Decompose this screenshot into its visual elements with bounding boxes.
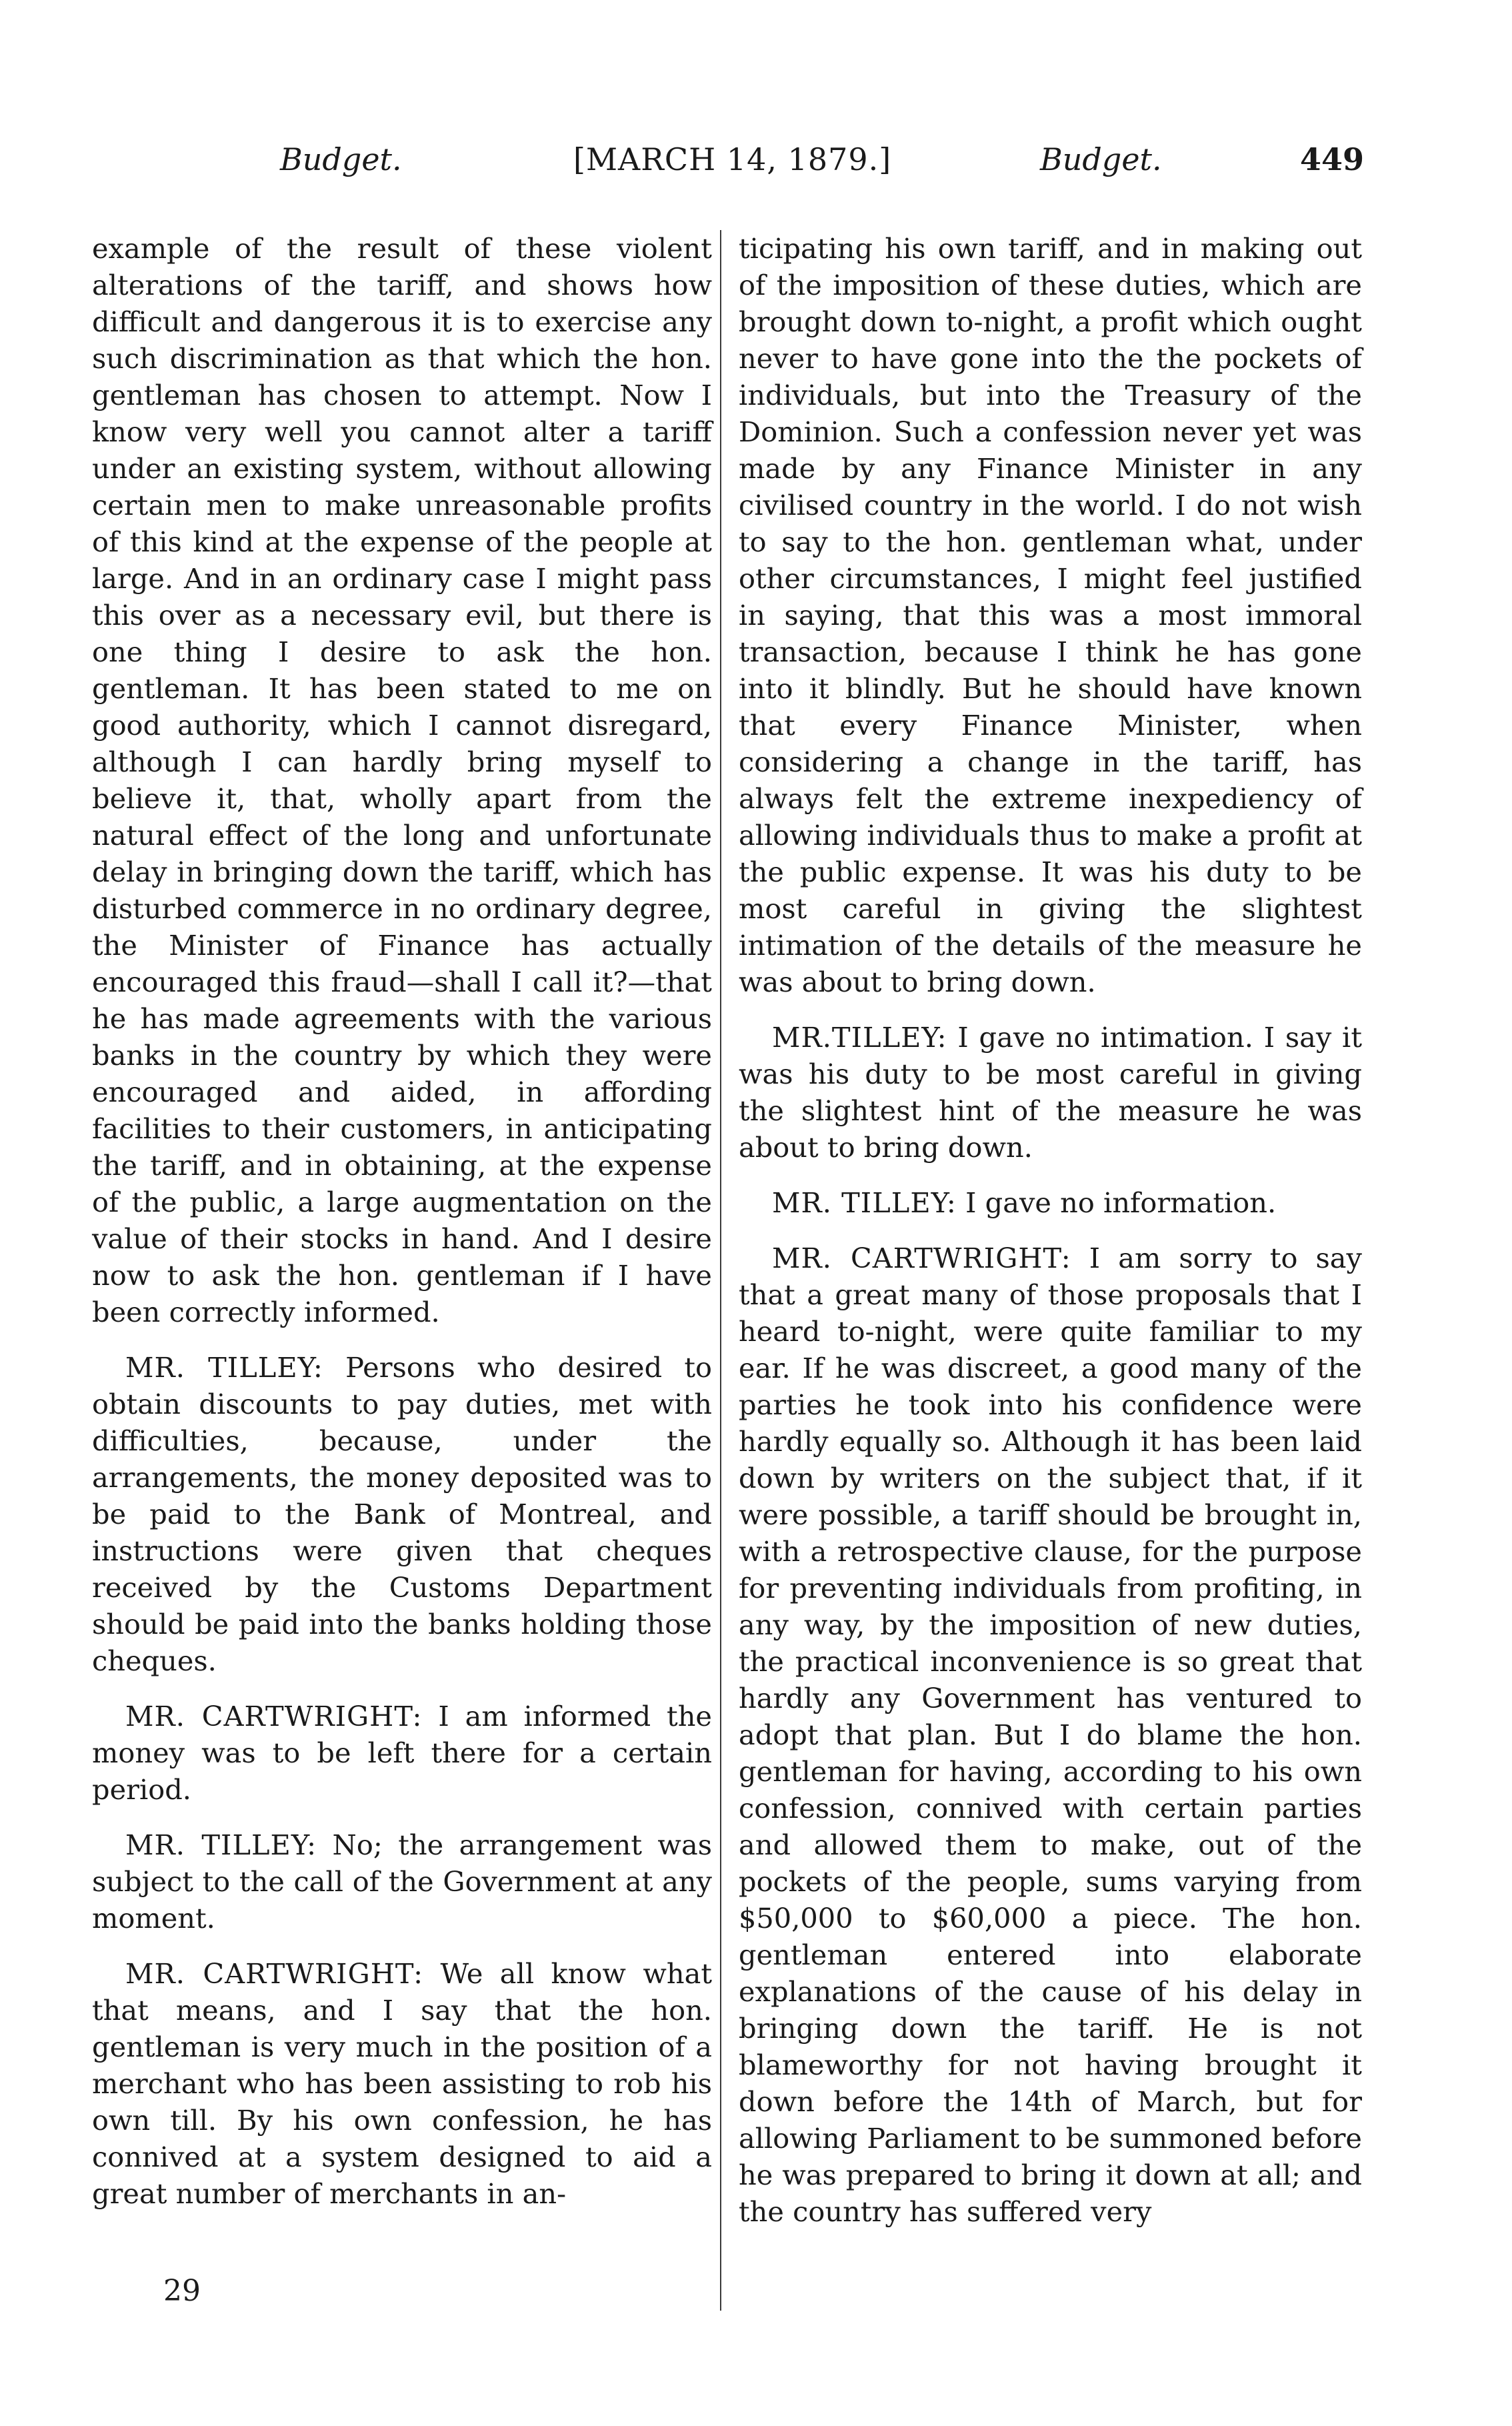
speech-text: No; the arrangement was subject to the call of the Government at any moment. — [92, 1829, 712, 1935]
left-speech-4 — [92, 1955, 712, 2212]
speaker-name: MR. CARTWRIGHT: — [772, 1242, 1071, 1274]
speech-text: I gave no information. — [965, 1186, 1277, 1219]
right-speech-2 — [739, 1184, 1362, 1221]
speaker-name: MR. CARTWRIGHT: — [125, 1700, 423, 1732]
left-column — [92, 230, 712, 2212]
speech-text: We all know what that means, and I say that the hon. gentleman is very much in the position of a merchant who has been assisting to rob his own till. By his own confession, he has connived at a system designed to aid a great number of merchants in an- — [92, 1957, 712, 2210]
header-left-title: Budget. — [280, 141, 402, 177]
header-date: [MARCH 14, 1879.] — [573, 141, 892, 177]
left-speech-2 — [92, 1698, 712, 1808]
left-speech-1 — [92, 1349, 712, 1679]
speaker-name: MR.TILLEY: — [772, 1021, 947, 1054]
right-column — [739, 230, 1362, 2230]
speaker-name: MR. CARTWRIGHT: — [125, 1957, 424, 1990]
page-number: 449 — [1300, 141, 1365, 177]
right-speech-3 — [739, 1240, 1362, 2230]
header-right-title: Budget. — [1040, 141, 1162, 177]
speech-text: I am sorry to say that a great many of those proposals that I heard to-night, were quite familiar to my ear. If he was discreet, a good many of the parties he took into his confidence were hardly equally so. Although it has been laid down by writers on the subject that, if it were possible, a tariff should be brought in, with a retrospective clause, for the purpose for preventing individuals from profiting, in any way, by the imposition of new duties, the practical inconvenience is so great that hardly any Government has ventured to adopt that plan. But I do blame the hon. gentleman for having, according to his own confession, connived with certain parties and allowed them to make, out of the pockets of the people, sums varying from $50,000 to $60,000 a piece. The hon. gentleman entered into elaborate explanations of the cause of his delay in bringing down the tariff. He is not blameworthy for not having brought it down before the 14th of March, but for allowing Parliament to be summoned before he was prepared to bring it down at all; and the country has suffered very — [739, 1242, 1362, 2228]
left-paragraph-1: example of the result of these violent alterations of the tariff, and shows how difficult and dangerous it is to exercise any such discrimination as that which the hon. gentleman has chosen to attempt. Now I know very well you cannot alter a tariff under an existing system, without allowing certain men to make unreasonable profits of this kind at the expense of the people at large. And in an ordinary case I might pass this over as a necessary evil, but there is one thing I desire to ask the hon. gentleman. It has been stated to me on good authority, which I cannot disregard, although I can hardly bring myself to believe it, that, wholly apart from the natural effect of the long and unfortunate delay in bringing down the tariff, which has disturbed commerce in no ordinary degree, the Minister of Finance has actually encouraged this fraud—shall I call it?—that he has made agreements with the various banks in the country by which they were encouraged and aided, in affording facilities to their customers, in anticipating the tariff, and in obtaining, at the expense of the public, a large augmentation on the value of their stocks in hand. And I desire now to ask the hon. gentleman if I have been correctly informed. — [92, 232, 712, 1328]
speech-text: I am informed the money was to be left there for a certain period. — [92, 1700, 712, 1806]
right-paragraph-1: ticipating his own tariff, and in making out of the imposition of these duties, which are brought down to-night, a profit which ought never to have gone into the the pockets of individuals, but into the Treasury of the Dominion. Such a confession never yet was made by any Finance Minister in any civilised country in the world. I do not wish to say to the hon. gentleman what, under other circumstances, I might feel justified in saying, that this was a most immoral transaction, because I think he has gone into it blindly. But he should have known that every Finance Minister, when considering a change in the tariff, has always felt the extreme inexpediency of allowing individuals thus to make a profit at the public expense. It was his duty to be most careful in giving the slightest intimation of the details of the measure he was about to bring down. — [739, 232, 1362, 998]
speech-text: Persons who desired to obtain discounts to pay duties, met with difficulties, because, under the arrangements, the money deposited was to be paid to the Bank of Montreal, and instructions were given that cheques received by the Customs Department should be paid into the banks holding those cheques. — [92, 1351, 712, 1677]
speaker-name: MR. TILLEY: — [772, 1186, 957, 1219]
right-speech-1 — [739, 1019, 1362, 1166]
left-speech-3 — [92, 1827, 712, 1937]
speaker-name: MR. TILLEY: — [125, 1829, 317, 1861]
column-divider — [720, 230, 721, 2311]
page-header — [0, 141, 1512, 181]
signature-mark: 29 — [163, 2274, 201, 2308]
speech-text: I gave no intimation. I say it was his duty to be most careful in giving the slightest hint of the measure he was about to bring down. — [739, 1021, 1362, 1164]
speaker-name: MR. TILLEY: — [125, 1351, 323, 1384]
